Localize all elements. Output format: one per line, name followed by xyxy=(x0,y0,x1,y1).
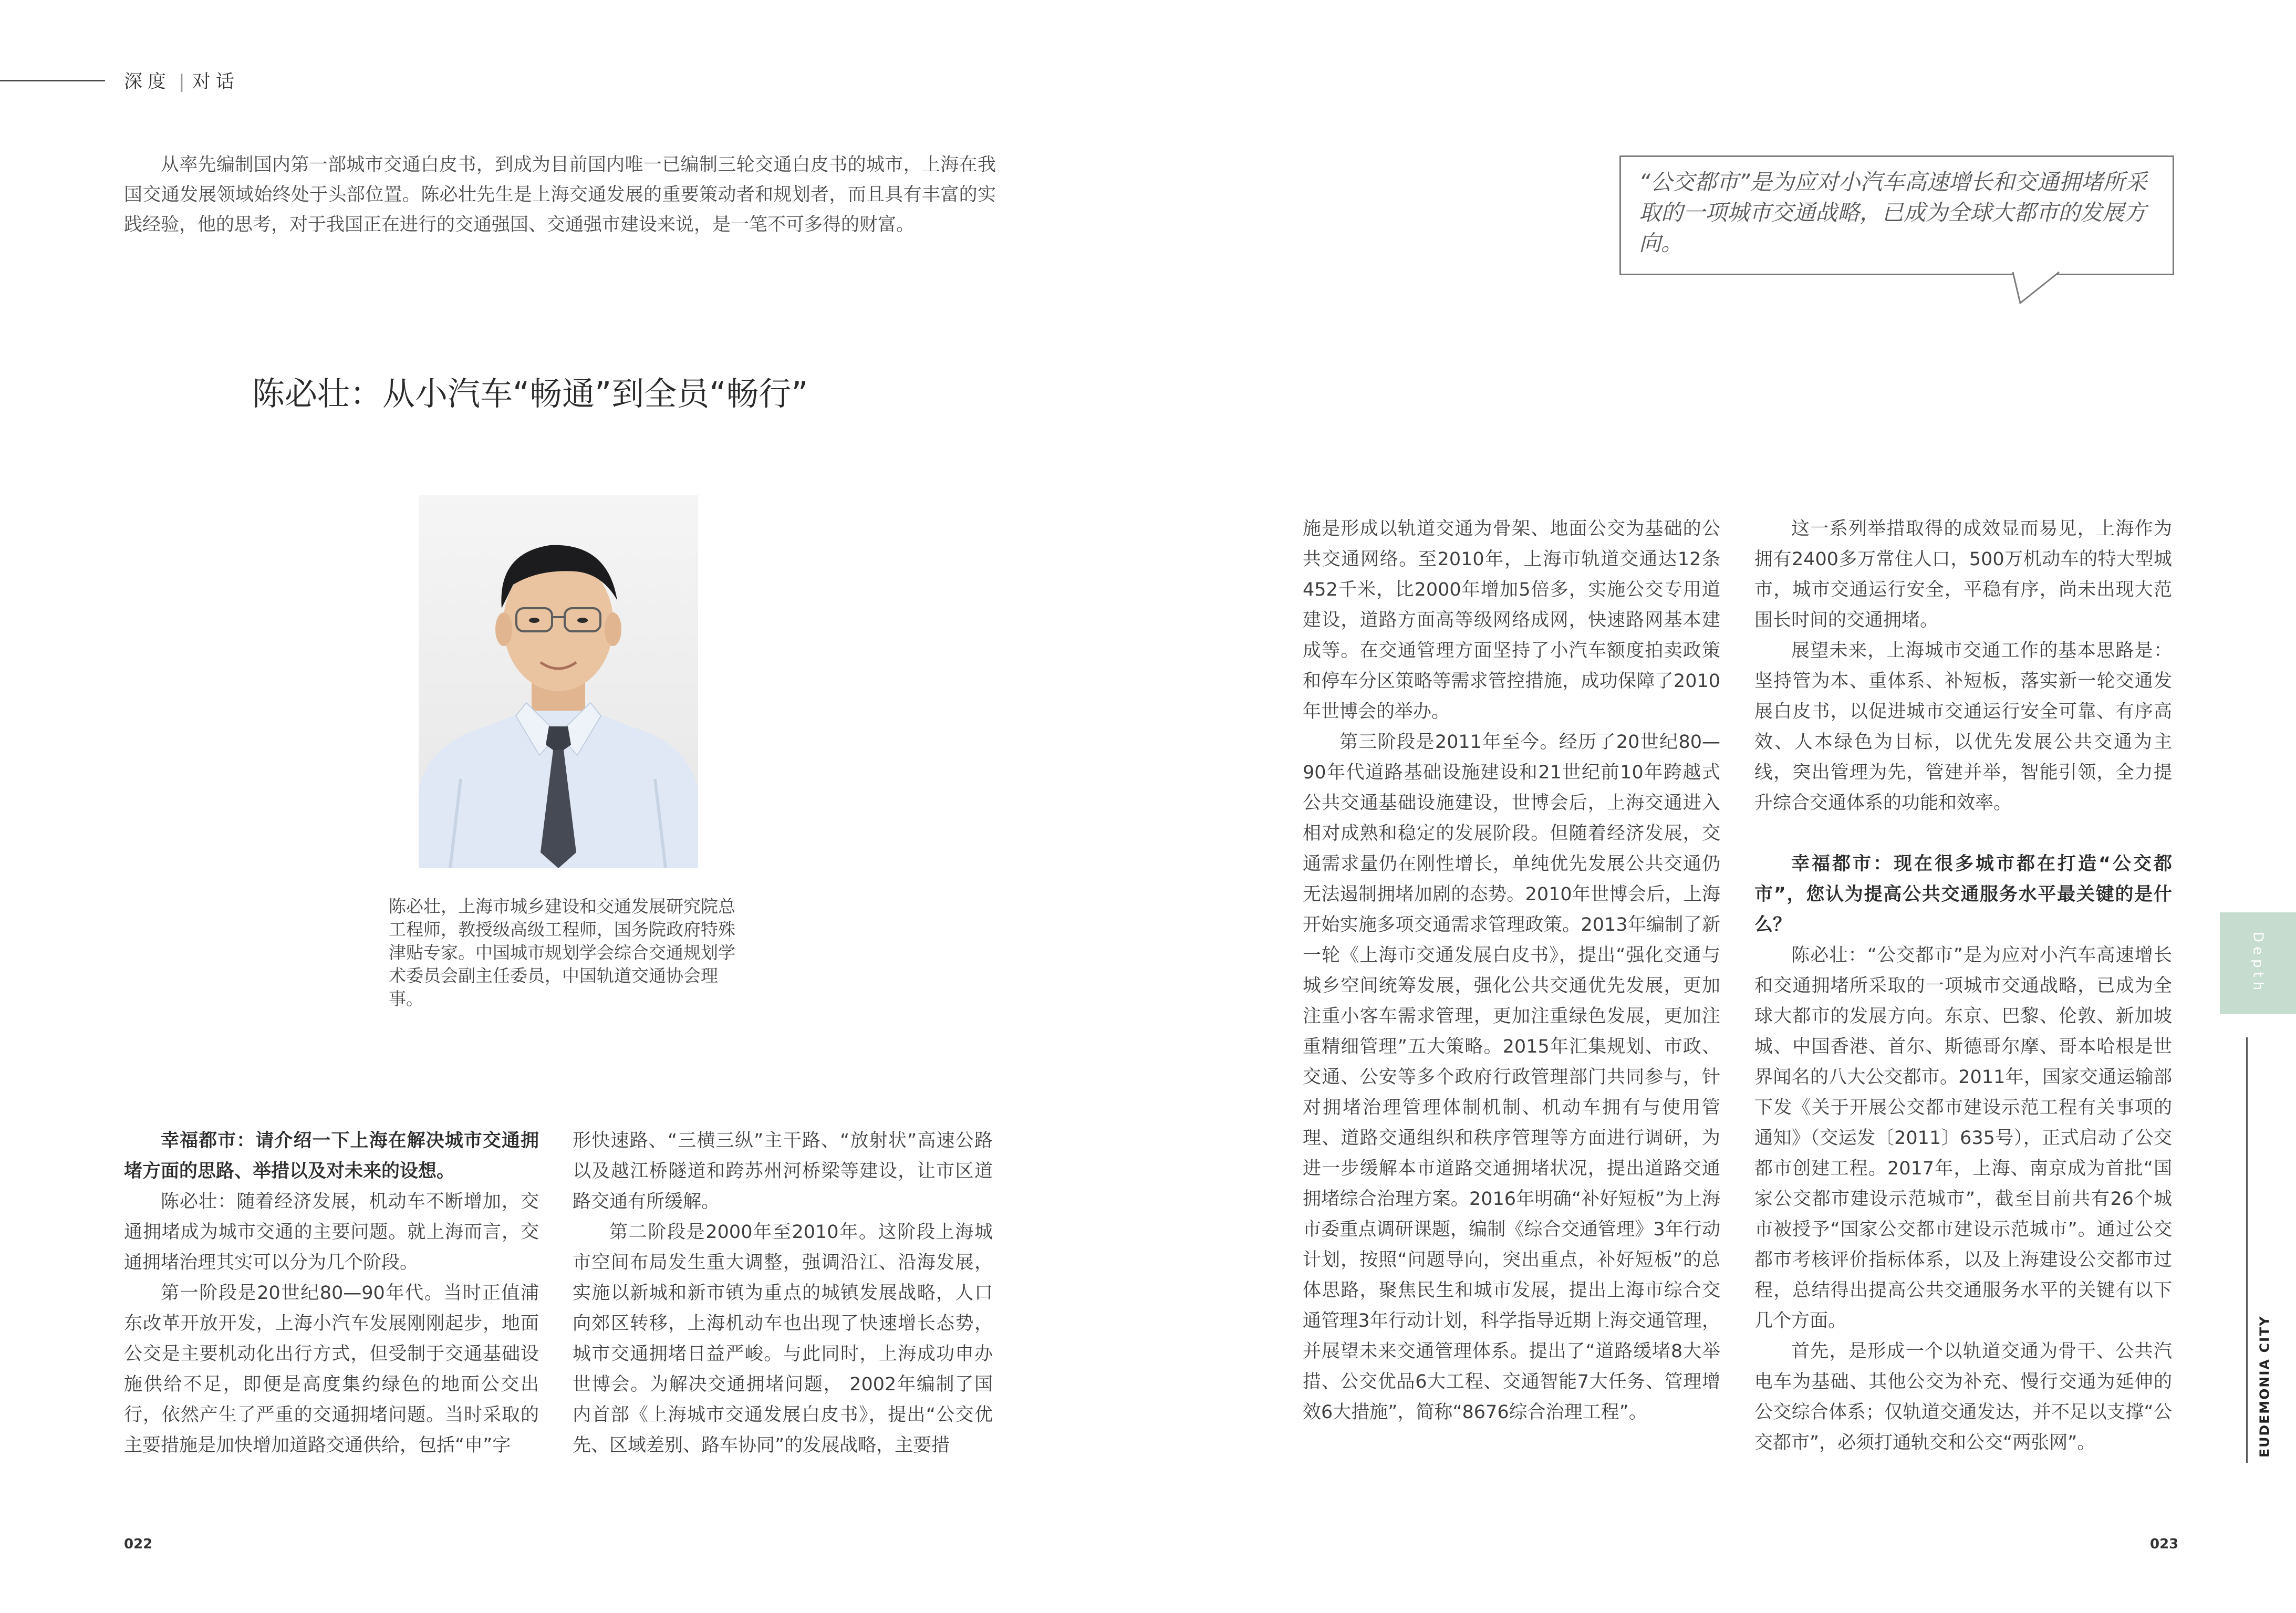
body-paragraph: 陈必壮：随着经济发展，机动车不断增加，交通拥堵成为城市交通的主要问题。就上海而言，交通拥堵治理其实可以分为几个阶段。 xyxy=(124,1191,539,1273)
interview-question: 幸福都市：请介绍一下上海在解决城市交通拥堵方面的思路、举措以及对未来的设想。 xyxy=(124,1130,539,1182)
body-paragraph: 第一阶段是20世纪80—90年代。当时正值浦东改革开放开发，上海小汽车发展刚刚起步，地面公交是主要机动化出行方式，但受制于交通基础设施供给不足，即便是高度集约绿色的地面公交出行，依然产生了严重的交通拥堵问题。当时采取的主要措施是加快增加道路交通供给，包括“申”字 xyxy=(124,1283,539,1456)
photo-caption: 陈必壮，上海市城乡建设和交通发展研究院总工程师，教授级高级工程师，国务院政府特殊津贴专家。中国城市规划学会综合交通规划学术委员会副主任委员，中国轨道交通协会理事。 xyxy=(389,896,735,1009)
article-title: 陈必壮：从小汽车“畅通”到全员“畅行” xyxy=(252,374,808,413)
article-column-1 xyxy=(124,1126,539,1461)
portrait-photo xyxy=(419,495,698,868)
body-paragraph: 第二阶段是2000年至2010年。这阶段上海城市空间布局发生重大调整，强调沿江、沿海发展，实施以新城和新市镇为重点的城镇发展战略，人口向郊区转移，上海机动车也出现了快速增长态势，城市交通拥堵日益严峻。与此同时，上海成功申办世博会。为解决交通拥堵问题， 2002年编制了国内首部《上海城市交通发展白皮书》，提出“公交优先、区域差别、路车协同”的发展战略，主要措 xyxy=(573,1222,993,1456)
article-column-4 xyxy=(1754,514,2172,1458)
body-paragraph: 施是形成以轨道交通为骨架、地面公交为基础的公共交通网络。至2010年，上海市轨道交通达12条452千米，比2000年增加5倍多，实施公交专用道建设，道路方面高等级网络成网，快速路网基本建成等。在交通管理方面坚持了小汽车额度拍卖政策和停车分区策略等需求管控措施，成功保障了2010年世博会的举办。 xyxy=(1303,518,1720,722)
body-paragraph: 形快速路、“三横三纵”主干路、“放射状”高速公路以及越江桥隧道和跨苏州河桥梁等建设，让市区道路交通有所缓解。 xyxy=(573,1130,993,1212)
page-number-left: 022 xyxy=(124,1536,153,1552)
body-paragraph: 这一系列举措取得的成效显而易见，上海作为拥有2400多万常住人口，500万机动车的特大型城市，城市交通运行安全，平稳有序，尚未出现大范围长时间的交通拥堵。 xyxy=(1754,518,2172,631)
side-tab-label: Depth xyxy=(2250,932,2266,995)
section-label: 深度 xyxy=(124,71,172,92)
header-rule xyxy=(0,80,105,81)
side-rule xyxy=(2246,1037,2248,1463)
magazine-brand: EUDEMONIA CITY xyxy=(2257,1315,2272,1458)
page-number-right: 023 xyxy=(2150,1536,2179,1552)
article-column-3 xyxy=(1303,514,1720,1428)
pull-quote-text: “公交都市”是为应对小汽车高速增长和交通拥堵所采取的一项城市交通战略，已成为全球大都市的发展方向。 xyxy=(1639,169,2147,256)
header-separator: | xyxy=(179,71,185,92)
intro-paragraph: 从率先编制国内第一部城市交通白皮书，到成为目前国内唯一已编制三轮交通白皮书的城市，上海在我国交通发展领域始终处于头部位置。陈必壮先生是上海交通发展的重要策动者和规划者，而且具有丰富的实践经验，他的思考，对于我国正在进行的交通强国、交通强市建设来说，是一笔不可多得的财富。 xyxy=(124,154,996,235)
article-column-2 xyxy=(573,1126,993,1461)
body-paragraph: 陈必壮：“公交都市”是为应对小汽车高速增长和交通拥堵所采取的一项城市交通战略，已成为全球大都市的发展方向。东京、巴黎、伦敦、新加坡城、中国香港、首尔、斯德哥尔摩、哥本哈根是世界闻名的八大公交都市。2011年，国家交通运输部下发《关于开展公交都市建设示范工程有关事项的通知》（交运发〔2011〕635号），正式启动了公交都市创建工程。2017年，上海、南京成为首批“国家公交都市建设示范城市”，截至目前共有26个城市被授予“国家公交都市建设示范城市”。通过公交都市考核评价指标体系，以及上海建设公交都市过程，总结得出提高公共交通服务水平的关键有以下几个方面。 xyxy=(1754,945,2172,1331)
body-paragraph: 首先，是形成一个以轨道交通为骨干、公共汽电车为基础、其他公交为补充、慢行交通为延伸的公交综合体系；仅轨道交通发达，并不足以支撑“公交都市”，必须打通轨交和公交“两张网”。 xyxy=(1754,1341,2172,1453)
speech-bubble-tail-icon xyxy=(2007,270,2070,307)
body-paragraph: 展望未来，上海城市交通工作的基本思路是：坚持管为本、重体系、补短板，落实新一轮交通发展白皮书，以促进城市交通运行安全可靠、有序高效、人本绿色为目标，以优先发展公共交通为主线，突出管理为先，管建并举，智能引领，全力提升综合交通体系的功能和效率。 xyxy=(1754,640,2172,814)
portrait-illustration xyxy=(419,495,698,868)
section-header xyxy=(124,67,240,93)
subsection-label: 对话 xyxy=(192,71,240,92)
interview-question: 幸福都市：现在很多城市都在打造“公交都市”，您认为提高公共交通服务水平最关键的是什么？ xyxy=(1754,854,2172,935)
body-paragraph: 第三阶段是2011年至今。经历了20世纪80—90年代道路基础设施建设和21世纪前10年跨越式公共交通基础设施建设，世博会后，上海交通进入相对成熟和稳定的发展阶段。但随着经济发展，交通需求量仍在刚性增长，单纯优先发展公共交通仍无法遏制拥堵加剧的态势。2010年世博会后，上海开始实施多项交通需求管理政策。2013年编制了新一轮《上海市交通发展白皮书》，提出“强化交通与城乡空间统筹发展，强化公共交通优先发展，更加注重小客车需求管理，更加注重绿色发展，更加注重精细管理”五大策略。2015年汇集规划、市政、交通、公安等多个政府行政管理部门共同参与，针对拥堵治理管理体制机制、机动车拥有与使用管理、道路交通组织和秩序管理等方面进行调研，为进一步缓解本市道路交通拥堵状况，提出道路交通拥堵综合治理方案。2016年明确“补好短板”为上海市委重点调研课题，编制《综合交通管理》3年行动计划，按照“问题导向，突出重点，补好短板”的总体思路，聚焦民生和城市发展，提出上海市综合交通管理3年行动计划，科学指导近期上海交通管理，并展望未来交通管理体系。提出了“道路缓堵8大举措、公交优品6大工程、交通智能7大任务、管理增效6大措施”，简称“8676综合治理工程”。 xyxy=(1303,732,1720,1423)
